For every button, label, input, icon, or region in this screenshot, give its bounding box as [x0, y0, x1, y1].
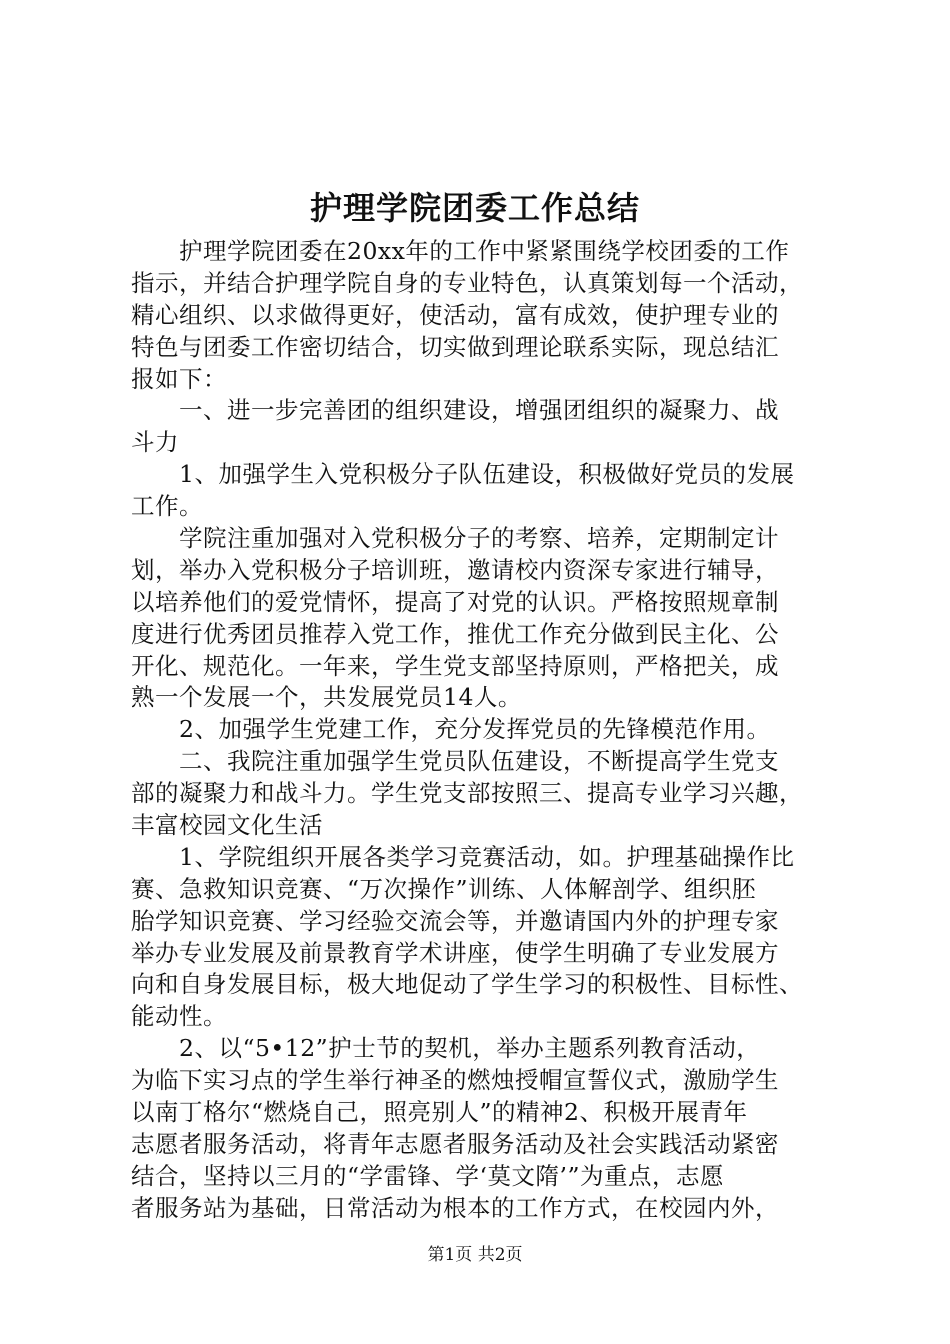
- document-title: 护理学院团委工作总结: [309, 189, 640, 227]
- body-line: 熟一个发展一个，共发展党员14人。: [131, 683, 522, 712]
- body-line: 工作。: [131, 492, 203, 521]
- body-line: 2、以“5•12”护士节的契机，举办主题系列教育活动，: [131, 1034, 761, 1063]
- body-line: 胎学知识竞赛、学习经验交流会等，并邀请国内外的护理专家: [131, 906, 779, 935]
- body-line: 部的凝聚力和战斗力。学生党支部按照三、提高专业学习兴趣，: [131, 779, 803, 808]
- body-line: 精心组织、以求做得更好，使活动，富有成效，使护理专业的: [131, 300, 779, 329]
- body-line: 报如下：: [131, 364, 227, 393]
- body-line: 丰富校园文化生活: [131, 811, 323, 840]
- body-line: 二、我院注重加强学生党员队伍建设，不断提高学生党支: [131, 747, 779, 776]
- body-line: 1、加强学生入党积极分子队伍建设，积极做好党员的发展: [131, 460, 795, 489]
- body-line: 特色与团委工作密切结合，切实做到理论联系实际，现总结汇: [131, 332, 779, 361]
- body-line: 2、加强学生党建工作，充分发挥党员的先锋模范作用。: [131, 715, 771, 744]
- body-line: 志愿者服务活动，将青年志愿者服务活动及社会实践活动紧密: [131, 1129, 779, 1158]
- body-line: 1、学院组织开展各类学习竞赛活动，如。护理基础操作比: [131, 842, 795, 871]
- body-line: 护理学院团委在20xx年的工作中紧紧围绕学校团委的工作: [131, 237, 790, 265]
- body-line: 能动性。: [131, 1002, 227, 1031]
- body-line: 为临下实习点的学生举行神圣的燃烛授帽宣誓仪式，激励学生: [131, 1066, 779, 1095]
- body-line: 以培养他们的爱党情怀，提高了对党的认识。严格按照规章制: [131, 587, 779, 616]
- body-line: 划，举办入党积极分子培训班，邀请校内资深专家进行辅导，: [131, 555, 779, 584]
- body-line: 开化、规范化。一年来，学生党支部坚持原则，严格把关，成: [131, 651, 779, 680]
- body-line: 斗力: [131, 428, 179, 457]
- body-line: 度进行优秀团员推荐入党工作，推优工作充分做到民主化、公: [131, 619, 779, 648]
- body-line: 学院注重加强对入党积极分子的考察、培养，定期制定计: [131, 524, 779, 553]
- body-line: 结合，坚持以三月的“学雷锋、学‘莫文隋’”为重点，志愿: [131, 1161, 724, 1190]
- body-line: 一、进一步完善团的组织建设，增强团组织的凝聚力、战: [131, 396, 779, 425]
- body-line: 指示，并结合护理学院自身的专业特色，认真策划每一个活动，: [131, 268, 803, 297]
- document-body: [131, 236, 831, 1225]
- page-footer: 第1页 共2页: [427, 1245, 523, 1265]
- body-line: 以南丁格尔“燃烧自己，照亮别人”的精神2、积极开展青年: [131, 1098, 748, 1127]
- body-line: 者服务站为基础，日常活动为根本的工作方式，在校园内外，: [131, 1193, 779, 1222]
- body-line: 举办专业发展及前景教育学术讲座，使学生明确了专业发展方: [131, 938, 779, 967]
- body-line: 向和自身发展目标，极大地促动了学生学习的积极性、目标性、: [131, 970, 803, 999]
- body-line: 赛、急救知识竞赛、“万次操作”训练、人体解剖学、组织胚: [131, 874, 757, 903]
